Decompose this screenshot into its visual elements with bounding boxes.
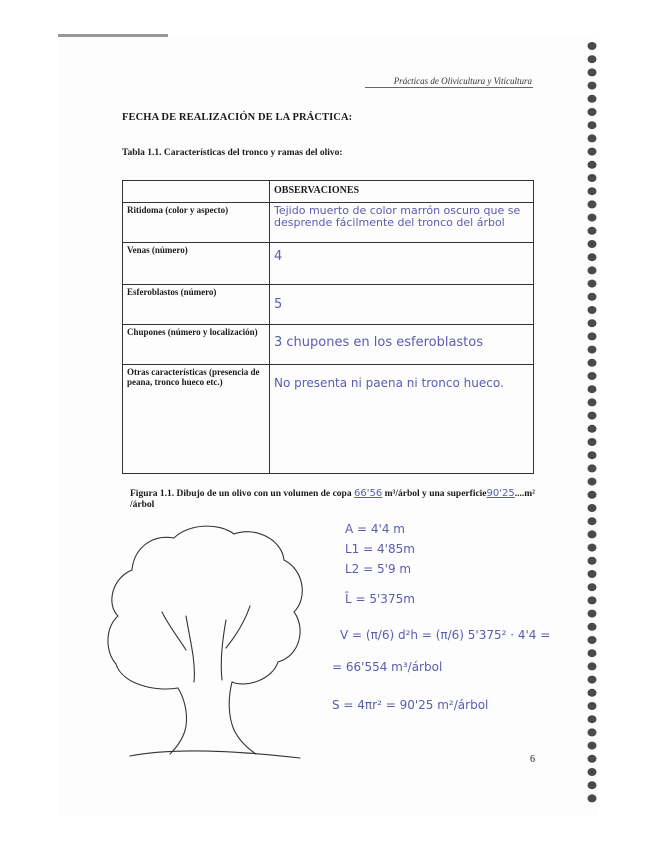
table-header-row <box>123 181 534 203</box>
binding-ring <box>588 412 597 420</box>
calc-line: A = 4'4 m <box>345 522 405 536</box>
binding-ring <box>588 728 597 736</box>
table-caption: Tabla 1.1. Características del tronco y ramas del olivo: <box>122 148 343 158</box>
scan-edge-mark <box>58 34 168 37</box>
binding-ring <box>588 293 597 301</box>
binding-ring <box>588 174 597 182</box>
row-value: Tejido muerto de color marrón oscuro que se desprende fácilmente del tronco del árbol <box>270 203 534 243</box>
binding-ring <box>588 266 597 274</box>
binding-ring <box>588 253 597 261</box>
binding-ring <box>588 715 597 723</box>
binding-ring <box>588 702 597 710</box>
binding-ring <box>588 636 597 644</box>
binding-ring <box>588 385 597 393</box>
binding-ring <box>588 583 597 591</box>
binding-ring <box>588 306 597 314</box>
binding-ring <box>588 649 597 657</box>
binding-ring <box>588 319 597 327</box>
binding-ring <box>588 794 597 802</box>
binding-ring <box>588 438 597 446</box>
table-row <box>123 365 534 474</box>
binding-ring <box>588 161 597 169</box>
binding-ring <box>588 280 597 288</box>
row-label: Esferoblastos (número) <box>123 285 270 325</box>
binding-ring <box>588 530 597 538</box>
binding-ring <box>588 82 597 90</box>
olive-tree-drawing <box>100 516 325 766</box>
observations-table <box>122 180 534 474</box>
binding-ring <box>588 42 597 50</box>
binding-ring <box>588 504 597 512</box>
running-header: Prácticas de Olivicultura y Viticultura <box>393 76 532 86</box>
binding-ring <box>588 398 597 406</box>
binding-ring <box>588 742 597 750</box>
binding-ring <box>588 200 597 208</box>
practice-date-label: FECHA DE REALIZACIÓN DE LA PRÁCTICA: <box>122 112 353 123</box>
binding-ring <box>588 557 597 565</box>
binding-ring <box>588 187 597 195</box>
calc-line: = 66'554 m³/árbol <box>332 660 443 674</box>
binding-ring <box>588 121 597 129</box>
binding-ring <box>588 464 597 472</box>
binding-ring <box>588 662 597 670</box>
binding-ring <box>588 55 597 63</box>
binding-ring <box>588 332 597 340</box>
table-row <box>123 203 534 243</box>
row-label: Ritidoma (color y aspecto) <box>123 203 270 243</box>
table-row <box>123 285 534 325</box>
binding-ring <box>588 214 597 222</box>
figure-caption-text: Figura 1.1. Dibujo de un olivo con un volumen de copa <box>130 489 354 499</box>
binding-ring <box>588 425 597 433</box>
volume-value: 66'56 <box>353 488 383 499</box>
figure-caption-text: ....m² /árbol <box>130 489 535 510</box>
binding-ring <box>588 134 597 142</box>
calc-line: V = (π/6) d²h = (π/6) 5'375² · 4'4 = <box>340 628 551 642</box>
binding-ring <box>588 359 597 367</box>
binding-ring <box>588 68 597 76</box>
binding-ring <box>588 689 597 697</box>
calc-line: L1 = 4'85m <box>345 542 415 556</box>
spiral-binding <box>583 40 599 810</box>
binding-ring <box>588 478 597 486</box>
column-header: OBSERVACIONES <box>270 181 534 203</box>
binding-ring <box>588 676 597 684</box>
table-row <box>123 243 534 285</box>
figure-caption-text: m³/árbol y una superficie <box>382 489 487 499</box>
row-label: Chupones (número y localización) <box>123 325 270 365</box>
row-value: 4 <box>270 243 534 285</box>
row-label: Otras características (presencia de peana, tronco hueco etc.) <box>123 365 270 474</box>
binding-ring <box>588 544 597 552</box>
table-corner-cell <box>123 181 270 203</box>
binding-ring <box>588 596 597 604</box>
table-row <box>123 325 534 365</box>
binding-ring <box>588 451 597 459</box>
binding-ring <box>588 372 597 380</box>
binding-ring <box>588 346 597 354</box>
row-value: 5 <box>270 285 534 325</box>
binding-ring <box>588 570 597 578</box>
header-rule <box>365 87 533 88</box>
binding-ring <box>588 227 597 235</box>
binding-ring <box>588 240 597 248</box>
figure-caption <box>130 488 535 511</box>
binding-ring <box>588 491 597 499</box>
row-value: 3 chupones en los esferoblastos <box>270 325 534 365</box>
binding-ring <box>588 148 597 156</box>
binding-ring <box>588 768 597 776</box>
binding-ring <box>588 95 597 103</box>
calc-line: L̄ = 5'375m <box>345 592 415 606</box>
calc-line: S = 4πr² = 90'25 m²/árbol <box>332 698 489 712</box>
binding-ring <box>588 781 597 789</box>
calc-line: L2 = 5'9 m <box>345 562 412 576</box>
surface-value: 90'25 <box>486 488 515 499</box>
row-value: No presenta ni paena ni tronco hueco. <box>270 365 534 474</box>
binding-ring <box>588 517 597 525</box>
binding-ring <box>588 610 597 618</box>
binding-ring <box>588 108 597 116</box>
binding-ring <box>588 755 597 763</box>
row-label: Venas (número) <box>123 243 270 285</box>
binding-ring <box>588 623 597 631</box>
page-number: 6 <box>530 754 535 765</box>
